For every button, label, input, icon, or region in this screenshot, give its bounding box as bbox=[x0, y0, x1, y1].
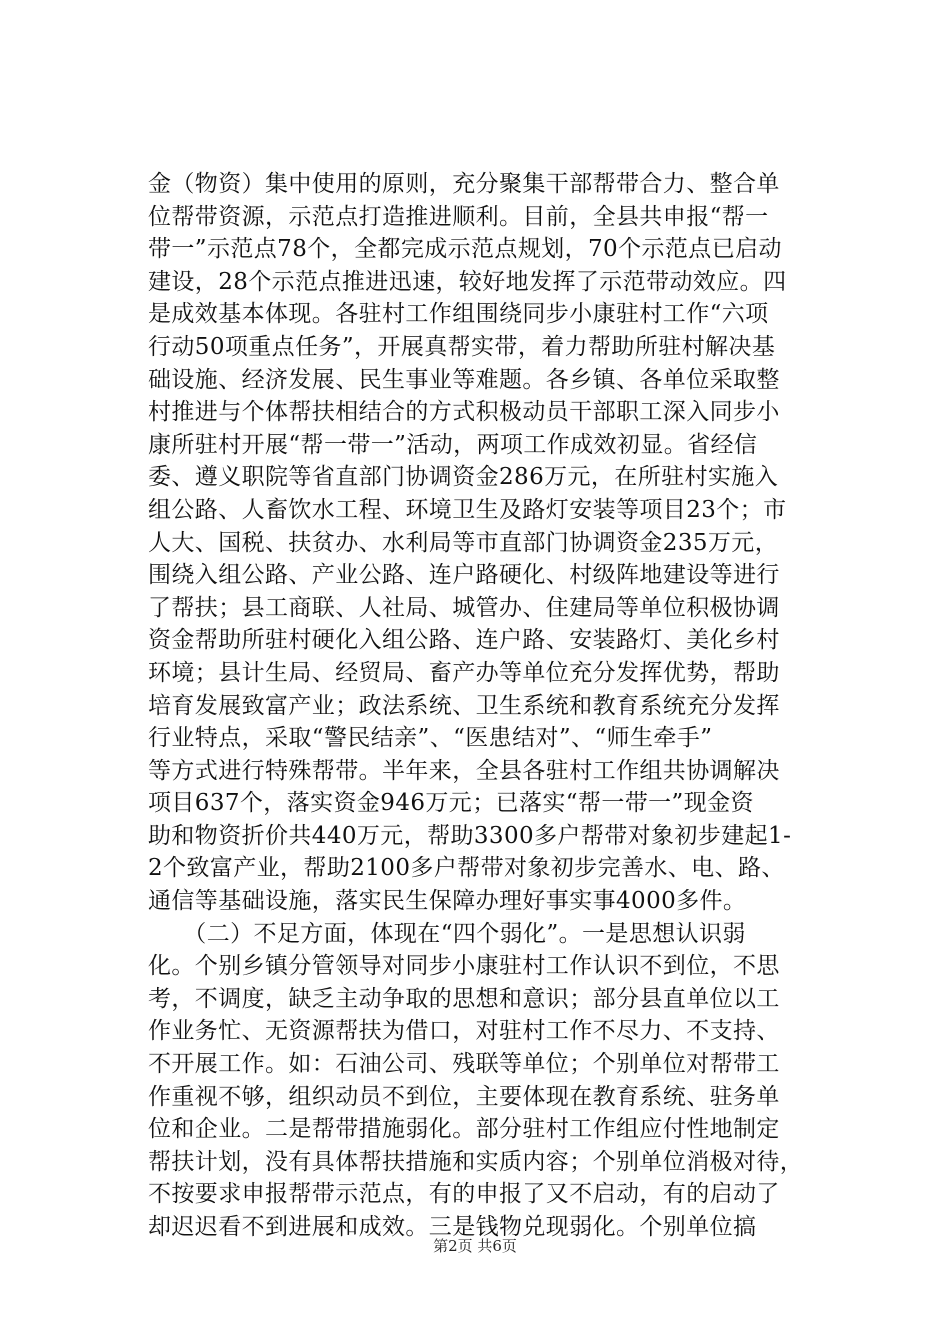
text-line: 围绕入组公路、产业公路、连户路硬化、村级阵地建设等进行 bbox=[148, 562, 780, 589]
text-line: 资金帮助所驻村硬化入组公路、连户路、安装路灯、美化乡村 bbox=[148, 627, 780, 654]
page-footer bbox=[0, 1236, 950, 1256]
text-line: 位和企业。二是帮带措施弱化。部分驻村工作组应付性地制定 bbox=[148, 1116, 780, 1143]
text-line: 不按要求申报帮带示范点，有的申报了又不启动，有的启动了 bbox=[148, 1181, 780, 1208]
text-line: 带一”示范点78个，全都完成示范点规划，70个示范点已启动 bbox=[148, 236, 782, 263]
text-line: 础设施、经济发展、民生事业等难题。各乡镇、各单位采取整 bbox=[148, 366, 780, 393]
text-line: 行业特点，采取“警民结亲”、“医患结对”、“师生牵手” bbox=[148, 725, 713, 752]
text-line: 通信等基础设施，落实民生保障办理好事实事4000多件。 bbox=[148, 888, 747, 915]
text-line: 不开展工作。如：石油公司、残联等单位；个别单位对帮带工 bbox=[148, 1051, 780, 1078]
text-line: 帮扶计划，没有具体帮扶措施和实质内容；个别单位消极对待， bbox=[148, 1148, 804, 1175]
text-line: 考，不调度，缺乏主动争取的思想和意识；部分县直单位以工 bbox=[148, 985, 780, 1012]
text-line: 建设，28个示范点推进迅速，较好地发挥了示范带动效应。四 bbox=[148, 268, 787, 295]
text-line: 了帮扶；县工商联、人社局、城管办、住建局等单位积极协调 bbox=[148, 594, 780, 621]
body-text bbox=[148, 168, 818, 1244]
text-line: 是成效基本体现。各驻村工作组围绕同步小康驻村工作“六项 bbox=[148, 301, 769, 328]
text-line: 人大、国税、扶贫办、水利局等市直部门协调资金235万元， bbox=[148, 529, 779, 556]
text-line: 作业务忙、无资源帮扶为借口，对驻村工作不尽力、不支持、 bbox=[148, 1018, 780, 1045]
text-line: 村推进与个体帮扶相结合的方式积极动员干部职工深入同步小 bbox=[148, 399, 780, 426]
text-line: 2个致富产业，帮助2100多户帮带对象初步完善水、电、路、 bbox=[148, 855, 785, 882]
text-line: 助和物资折价共440万元，帮助3300多户帮带对象初步建起1- bbox=[148, 822, 792, 849]
text-line: （二）不足方面，体现在“四个弱化”。一是思想认识弱 bbox=[148, 920, 746, 947]
text-line: 等方式进行特殊帮带。半年来，全县各驻村工作组共协调解决 bbox=[148, 757, 780, 784]
text-line: 委、遵义职院等省直部门协调资金286万元，在所驻村实施入 bbox=[148, 464, 779, 491]
page-number: 第2页 共6页 bbox=[433, 1237, 517, 1255]
text-line: 却迟迟看不到进展和成效。三是钱物兑现弱化。个别单位搞 bbox=[148, 1214, 757, 1240]
text-line: 行动50项重点任务”，开展真帮实带，着力帮助所驻村解决基 bbox=[148, 333, 776, 360]
text-line: 项目637个，落实资金946万元；已落实“帮一带一”现金资 bbox=[148, 790, 754, 817]
text-line: 位帮带资源，示范点打造推进顺利。目前，全县共申报“帮一 bbox=[148, 203, 769, 230]
text-line: 康所驻村开展“帮一带一”活动，两项工作成效初显。省经信 bbox=[148, 431, 758, 458]
text-line: 化。个别乡镇分管领导对同步小康驻村工作认识不到位，不思 bbox=[148, 953, 780, 980]
text-line: 作重视不够，组织动员不到位，主要体现在教育系统、驻务单 bbox=[148, 1083, 780, 1110]
text-line: 环境；县计生局、经贸局、畜产办等单位充分发挥优势，帮助 bbox=[148, 659, 780, 686]
text-line: 金（物资）集中使用的原则，充分聚集干部帮带合力、整合单 bbox=[148, 171, 780, 197]
text-line: 培育发展致富产业；政法系统、卫生系统和教育系统充分发挥 bbox=[148, 692, 780, 719]
text-line: 组公路、人畜饮水工程、环境卫生及路灯安装等项目23个；市 bbox=[148, 496, 787, 523]
